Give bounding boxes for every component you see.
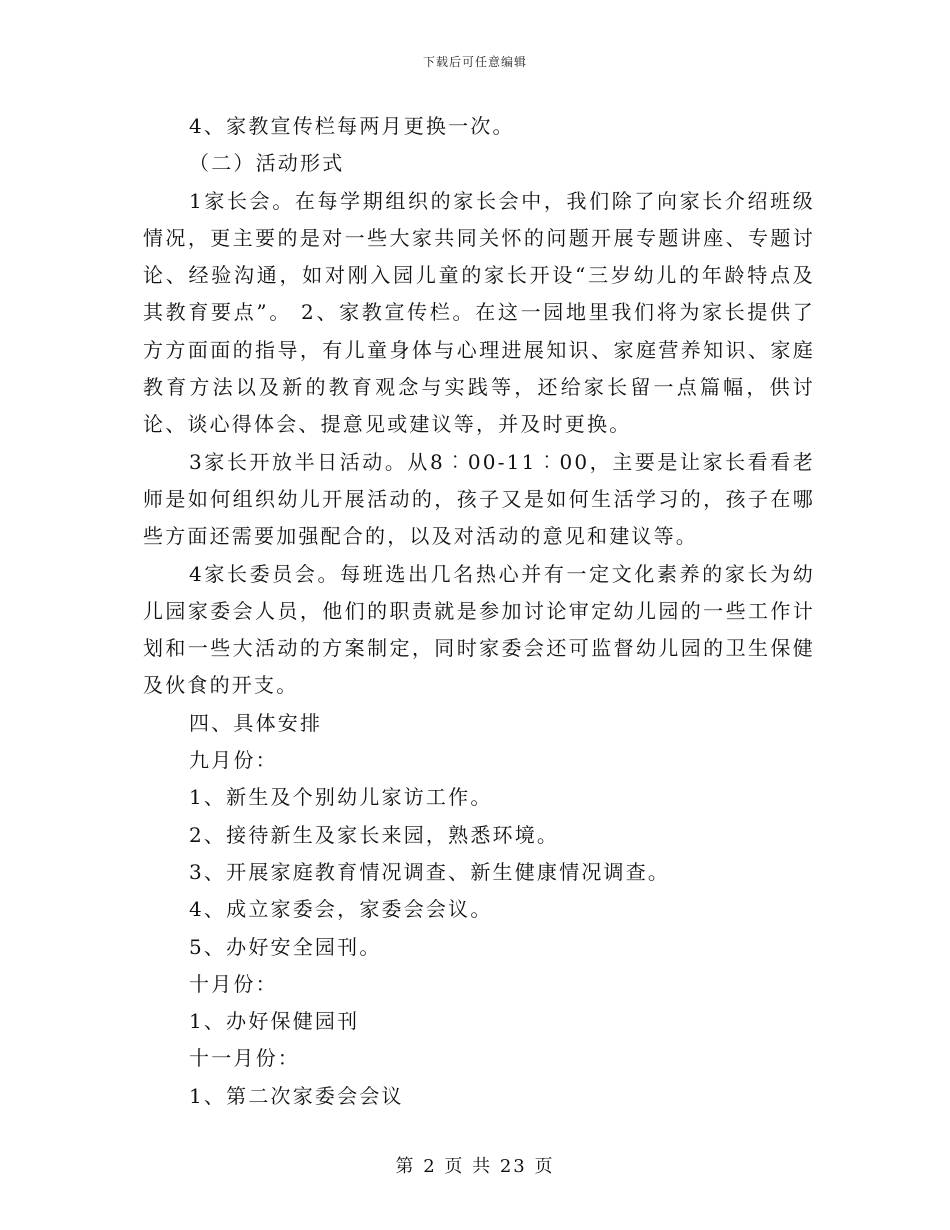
month-heading: 十月份：: [189, 971, 278, 996]
header-note: 下载后可任意编辑: [422, 55, 527, 69]
list-item: 2、接待新生及家长来园，熟悉环境。: [189, 822, 560, 847]
paragraph: 4家长委员会。每班选出几名热心并有一定文化素养的家长为幼儿园家委会人员，他们的职责就是参加讨论审定幼儿园的一些工作计划和一些大活动的方案制定，同时家委会还可监督幼儿园的卫生保健及伙食的开支。: [143, 561, 815, 698]
paragraph: 4、家教宣传栏每两月更换一次。: [189, 114, 515, 138]
month-heading: 十一月份：: [189, 1046, 300, 1071]
list-item: 1、办好保健园刊: [189, 1009, 360, 1034]
list-item: 1、第二次家委会会议: [189, 1083, 404, 1108]
paragraph: 1家长会。在每学期组织的家长会中，我们除了向家长介绍班级情况，更主要的是对一些大家共同关怀的问题开展专题讲座、专题讨论、经验沟通，如对刚入园儿童的家长开设“三岁幼儿的年龄特点及其教育要点”。 2、家教宣传栏。在这一园地里我们将为家长提供了方方面面的指导，有儿童身体与心理进展知识、家庭营养知识、家庭教育方法以及新的教育观念与实践等，还给家长留一点篇幅，供讨论、谈心得体会、提意见或建议等，并及时更换。: [143, 188, 815, 437]
page-number: 第 2 页 共 23 页: [395, 1156, 555, 1177]
month-heading: 九月份：: [189, 748, 278, 773]
list-item: 5、办好安全园刊。: [189, 934, 382, 959]
list-item: 1、新生及个别幼儿家访工作。: [189, 785, 493, 810]
list-item: 3、开展家庭教育情况调查、新生健康情况调查。: [189, 859, 671, 884]
section-heading: 四、具体安排: [189, 710, 323, 735]
list-item: 4、成立家委会，家委会会议。: [189, 897, 493, 922]
document-body: [143, 108, 815, 1115]
paragraph: 3家长开放半日活动。从8︰00-11︰00，主要是让家长看看老师是如何组织幼儿开展活动的，孩子又是如何生活学习的，孩子在哪些方面还需要加强配合的，以及对活动的意见和建议等。: [143, 449, 815, 549]
section-heading: （二）活动形式: [189, 151, 345, 176]
